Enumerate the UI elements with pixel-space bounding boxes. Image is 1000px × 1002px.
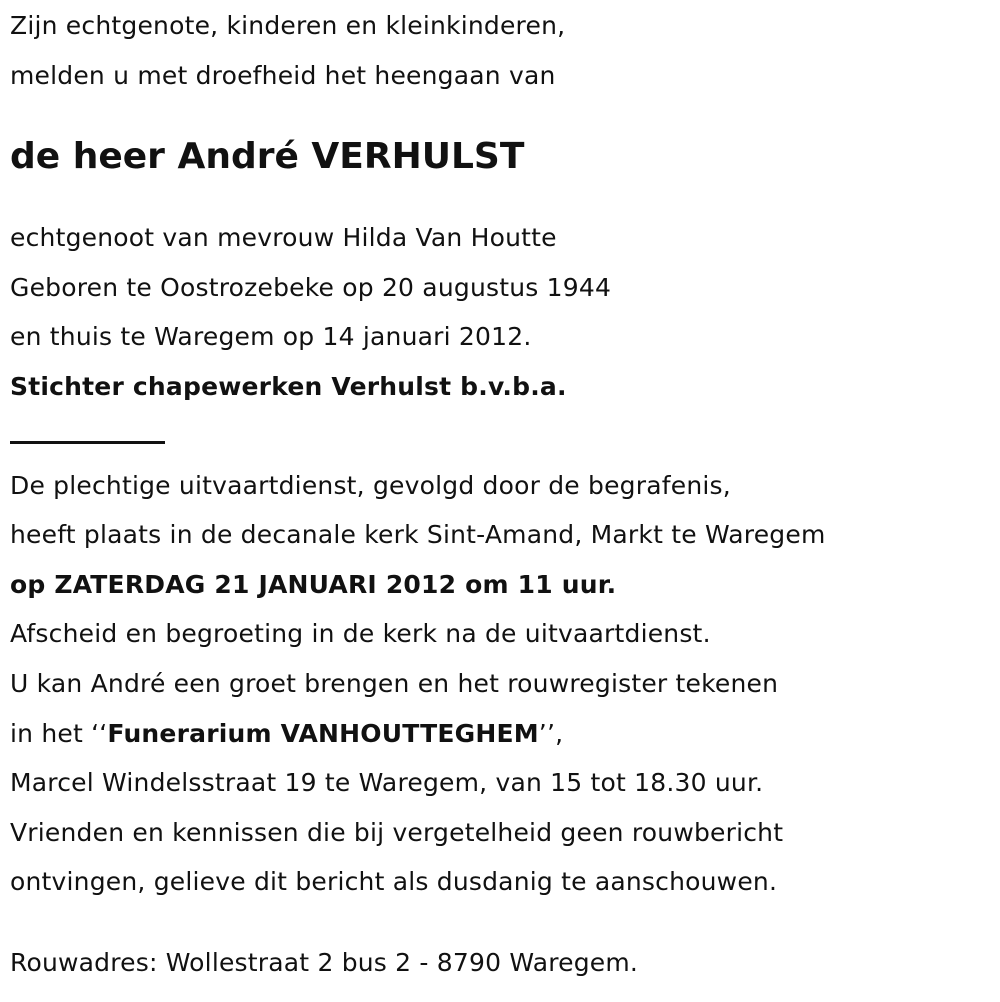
- founder-line: Stichter chapewerken Verhulst b.v.b.a.: [10, 371, 567, 401]
- funeral-home-name: Funerarium VANHOUTTEGHEM: [107, 718, 539, 748]
- mourning-address: Rouwadres: Wollestraat 2 bus 2 - 8790 Waregem.: [10, 947, 639, 977]
- service-line-9: ontvingen, gelieve dit bericht als dusdanig te aanschouwen.: [10, 867, 778, 897]
- service-line-7: Marcel Windelsstraat 19 te Waregem, van 15 tot 18.30 uur.: [10, 768, 764, 798]
- deceased-name: de heer André VERHULST: [10, 136, 525, 178]
- birth-line: Geboren te Oostrozebeke op 20 augustus 1944: [10, 272, 612, 302]
- divider: [10, 441, 165, 444]
- service-line-5: U kan André een groet brengen en het rouwregister tekenen: [10, 668, 779, 698]
- intro-line-1: Zijn echtgenote, kinderen en kleinkinderen,: [10, 11, 566, 40]
- service-date: op ZATERDAG 21 JANUARI 2012 om 11 uur.: [10, 569, 617, 599]
- service-line-4: Afscheid en begroeting in de kerk na de uitvaartdienst.: [10, 619, 711, 649]
- intro-line-2: melden u met droefheid het heengaan van: [10, 60, 556, 90]
- service-line-2: heeft plaats in de decanale kerk Sint-Amand, Markt te Waregem: [10, 520, 826, 550]
- funeral-home-suffix: ’’,: [538, 718, 564, 748]
- service-line-1: De plechtige uitvaartdienst, gevolgd door de begrafenis,: [10, 470, 731, 500]
- death-line: en thuis te Waregem op 14 januari 2012.: [10, 322, 532, 352]
- spouse-line: echtgenoot van mevrouw Hilda Van Houtte: [10, 223, 557, 253]
- funeral-home-line: [10, 709, 990, 759]
- funeral-home-prefix: in het ‘‘: [10, 718, 108, 748]
- obituary-notice: [10, 0, 990, 988]
- service-line-8: Vrienden en kennissen die bij vergetelheid geen rouwbericht: [10, 817, 784, 847]
